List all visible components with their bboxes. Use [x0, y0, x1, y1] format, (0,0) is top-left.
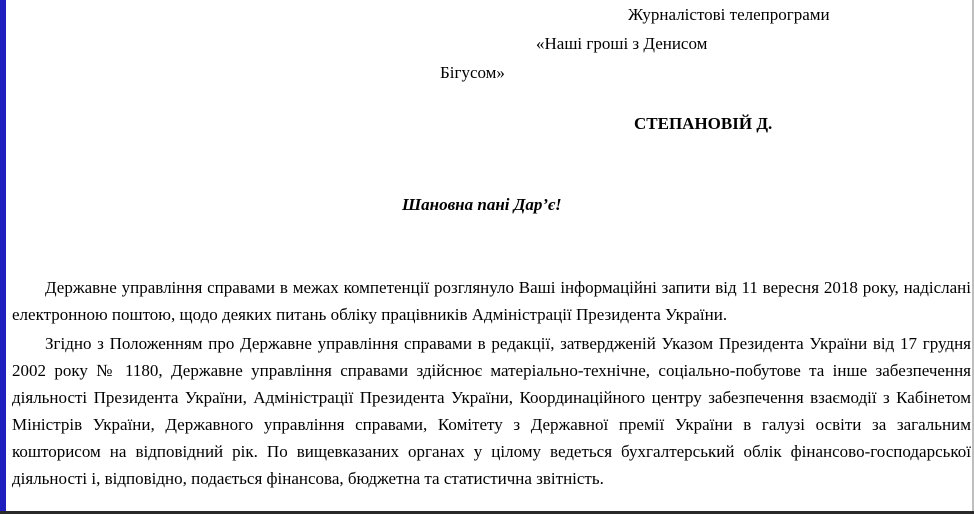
addressee-name: СТЕПАНОВІЙ Д.: [634, 114, 773, 133]
recipient-line-3: Бігусом»: [440, 63, 505, 82]
document-left-border: [0, 0, 6, 514]
body-paragraph-1: Державне управління справами в межах компетенції розглянуло Ваші інформаційні запити від 11 вересня 2018 року, надіслані електронною поштою, щодо деяких питань обліку працівників Адміністрації Президента України.: [12, 278, 971, 324]
salutation: Шановна пані Дар’є!: [402, 195, 562, 214]
letter-body: [12, 274, 971, 492]
recipient-line-1: Журналістові телепрограми: [628, 5, 830, 24]
body-paragraph-2: Згідно з Положенням про Державне управління справами в редакції, затвердженій Указом Президента України від 17 грудня 2002 року № 1180, Державне управління справами здійснює матеріально-технічне, соціально-побутове та інше забезпечення діяльності Президента України, Адміністрації Президента України, Координаційного центру забезпечення взаємодії з Кабінетом Міністрів України, Державного управління справами, Комітету з Державної премії України в галузі освіти за загальним кошторисом на відповідний рік. По вищевказаних органах у цілому ведеться бухгалтерський облік фінансово-господарської діяльності і, відповідно, подається фінансова, бюджетна та статистична звітність.: [12, 334, 971, 488]
recipient-line-2: «Наші гроші з Денисом: [536, 34, 708, 53]
